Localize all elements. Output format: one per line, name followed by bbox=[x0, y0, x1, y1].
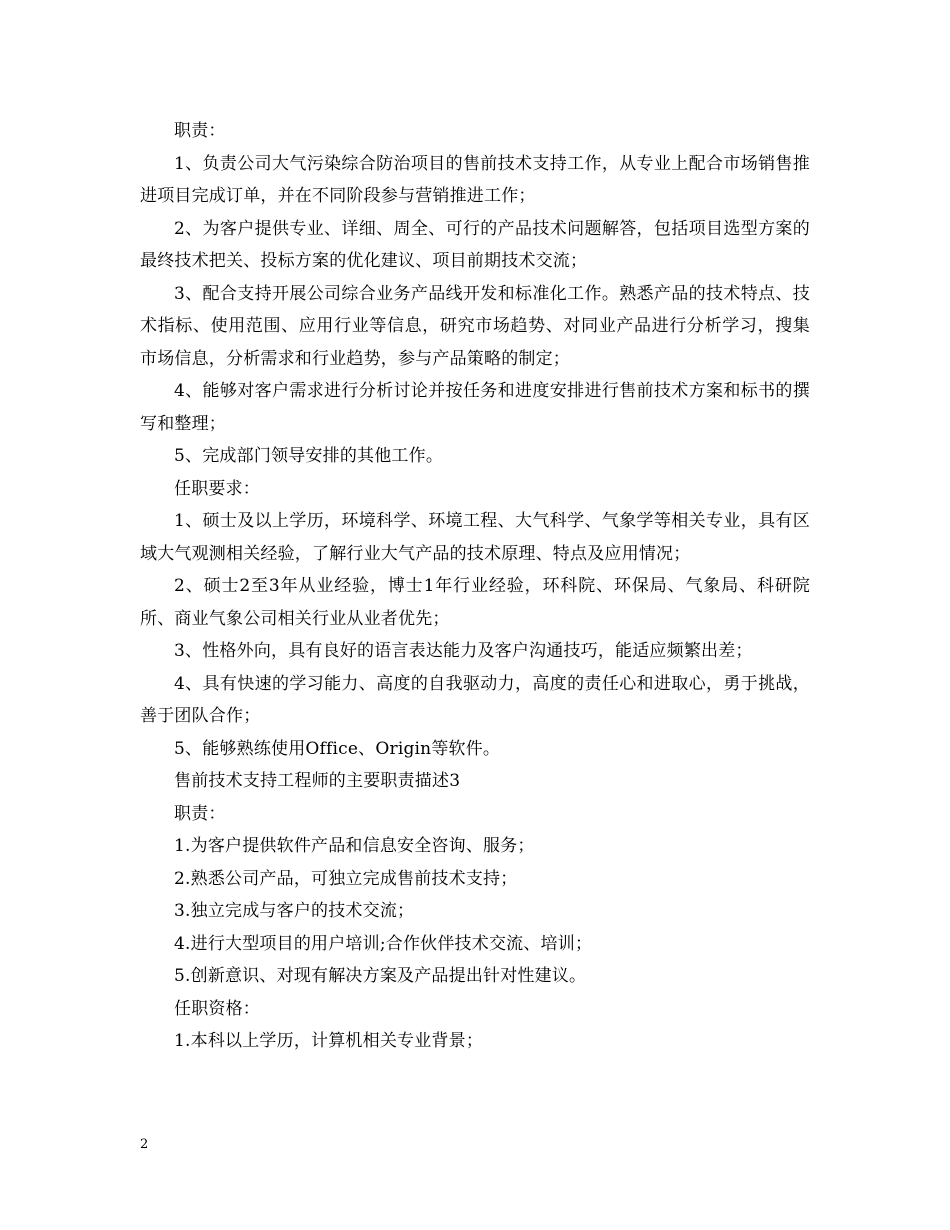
section-heading-duties-3: 职责： bbox=[174, 803, 226, 824]
qualification-item-1: 1.本科以上学历，计算机相关专业背景； bbox=[174, 1031, 484, 1051]
duty-3-item-4: 4.进行大型项目的用户培训;合作伙伴技术交流、培训； bbox=[174, 933, 593, 954]
page-number: 2 bbox=[140, 1137, 149, 1152]
duty-item-5: 5、完成部门领导安排的其他工作。 bbox=[174, 446, 444, 466]
document-body bbox=[140, 115, 810, 1058]
duty-3-item-3: 3.独立完成与客户的技术交流； bbox=[174, 901, 415, 921]
duty-item-3: 3、配合支持开展公司综合业务产品线开发和标准化工作。熟悉产品的技术特点、技术指标、使用范围、应用行业等信息，研究市场趋势、对同业产品进行分析学习，搜集市场信息，分析需求和行业趋势，参与产品策略的制定； bbox=[140, 283, 810, 369]
duty-item-1: 1、负责公司大气污染综合防治项目的售前技术支持工作，从专业上配合市场销售推进项目完成订单，并在不同阶段参与营销推进工作； bbox=[140, 153, 810, 206]
duty-3-item-1: 1.为客户提供软件产品和信息安全咨询、服务； bbox=[174, 836, 535, 856]
requirement-item-4: 4、具有快速的学习能力、高度的自我驱动力，高度的责任心和进取心，勇于挑战，善于团队合作； bbox=[140, 673, 810, 726]
section-title-3: 售前技术支持工程师的主要职责描述3 bbox=[174, 771, 461, 791]
requirement-item-2: 2、硕士2至3年从业经验，博士1年行业经验，环科院、环保局、气象局、科研院所、商业气象公司相关行业从业者优先； bbox=[140, 576, 810, 629]
requirement-item-1: 1、硕士及以上学历，环境科学、环境工程、大气科学、气象学等相关专业，具有区域大气观测相关经验，了解行业大气产品的技术原理、特点及应用情况； bbox=[140, 511, 810, 564]
requirement-item-3: 3、性格外向，具有良好的语言表达能力及客户沟通技巧，能适应频繁出差； bbox=[174, 641, 753, 661]
duty-item-2: 2、为客户提供专业、详细、周全、可行的产品技术问题解答，包括项目选型方案的最终技术把关、投标方案的优化建议、项目前期技术交流； bbox=[140, 218, 810, 271]
section-heading-requirements: 任职要求： bbox=[174, 478, 260, 499]
requirement-item-5: 5、能够熟练使用Office、Origin等软件。 bbox=[174, 738, 501, 759]
section-heading-duties: 职责： bbox=[174, 121, 226, 141]
duty-item-4: 4、能够对客户需求进行分析讨论并按任务和进度安排进行售前技术方案和标书的撰写和整理； bbox=[140, 381, 810, 434]
section-heading-qualifications: 任职资格： bbox=[174, 998, 260, 1019]
duty-3-item-5: 5.创新意识、对现有解决方案及产品提出针对性建议。 bbox=[174, 966, 587, 986]
duty-3-item-2: 2.熟悉公司产品，可独立完成售前技术支持； bbox=[174, 868, 518, 889]
